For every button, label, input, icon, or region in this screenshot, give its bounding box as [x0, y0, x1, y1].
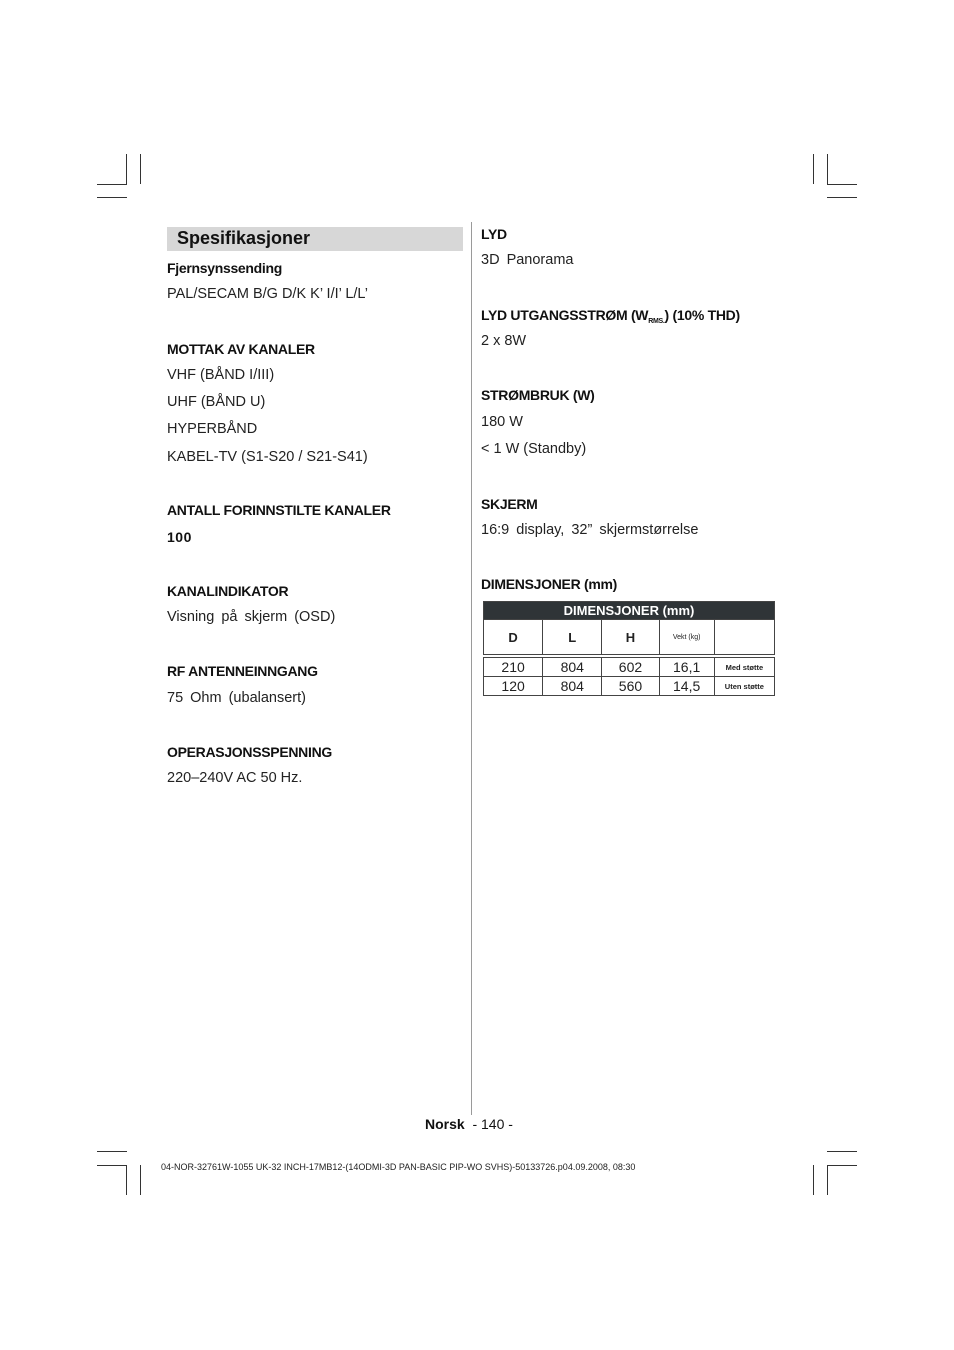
power-value-on: 180 W	[481, 414, 523, 430]
power-value-standby: < 1 W (Standby)	[481, 441, 587, 457]
table-cell: 120	[484, 677, 543, 696]
footer-language: Norsk	[425, 1116, 465, 1132]
table-cell: Uten støtte	[714, 677, 774, 696]
table-cell: 16,1	[659, 658, 714, 677]
section-heading-sound: LYD	[481, 226, 507, 242]
column-header-width: L	[543, 620, 602, 655]
page-title: Spesifikasjoner	[177, 228, 311, 248]
channel-band-cable: KABEL-TV (S1-S20 / S21-S41)	[167, 449, 368, 465]
section-heading-presets: ANTALL FORINNSTILTE KANALER	[167, 502, 391, 518]
section-heading-broadcast: Fjernsynssending	[167, 260, 283, 276]
table-row	[484, 658, 775, 677]
table-row	[484, 677, 775, 696]
section-heading-channels: MOTTAK AV KANALER	[167, 341, 315, 357]
table-cell: 14,5	[659, 677, 714, 696]
audio-output-value: 2 x 8W	[481, 333, 527, 349]
channel-band-vhf: VHF (BÅND I/III)	[167, 367, 275, 383]
section-heading-indicator: KANALINDIKATOR	[167, 583, 289, 599]
channel-band-uhf: UHF (BÅND U)	[167, 394, 266, 410]
section-heading-voltage: OPERASJONSSPENNING	[167, 744, 332, 760]
section-heading-dimensions: DIMENSJONER (mm)	[481, 576, 617, 592]
table-cell: 560	[602, 677, 659, 696]
print-file-info: 04-NOR-32761W-1055 UK-32 INCH-17MB12-(14ODMI-3D PAN-BASIC PIP-WO SVHS)-50133726.p04.09.2008, 08:30	[161, 1162, 636, 1172]
column-header-depth: D	[484, 620, 543, 655]
dimensions-table	[483, 601, 775, 696]
page-footer	[425, 1116, 513, 1132]
table-cell: 804	[543, 677, 602, 696]
table-cell: Med støtte	[714, 658, 774, 677]
section-heading-power: STRØMBRUK (W)	[481, 387, 595, 403]
table-cell: 602	[602, 658, 659, 677]
channel-band-hyper: HYPERBÅND	[167, 421, 258, 437]
column-divider	[471, 222, 472, 1115]
section-heading-screen: SKJERM	[481, 496, 538, 512]
page-number: - 140 -	[472, 1116, 513, 1132]
column-header-height: H	[602, 620, 659, 655]
voltage-value: 220–240V AC 50 Hz.	[167, 770, 303, 786]
table-cell: 804	[543, 658, 602, 677]
indicator-value: Visning på skjerm (OSD)	[167, 609, 336, 625]
table-cell: 210	[484, 658, 543, 677]
column-header-note	[714, 620, 774, 655]
dimensions-table-caption: DIMENSJONER (mm)	[484, 602, 775, 620]
broadcast-standards: PAL/SECAM B/G D/K K’ I/I’ L/L’	[167, 286, 368, 302]
section-heading-audio-output: LYD UTGANGSSTRØM $(W_{RMS.})$ (10% THD)	[481, 307, 740, 325]
page-title-bar	[167, 227, 463, 251]
preset-count: 100	[167, 529, 192, 545]
section-heading-rf: RF ANTENNEINNGANG	[167, 663, 318, 679]
screen-value: 16:9 display, 32” skjermstørrelse	[481, 522, 699, 538]
sound-value: 3D Panorama	[481, 252, 574, 268]
column-header-weight: Vekt (kg)	[659, 620, 714, 655]
rf-value: 75 Ohm (ubalansert)	[167, 690, 306, 706]
